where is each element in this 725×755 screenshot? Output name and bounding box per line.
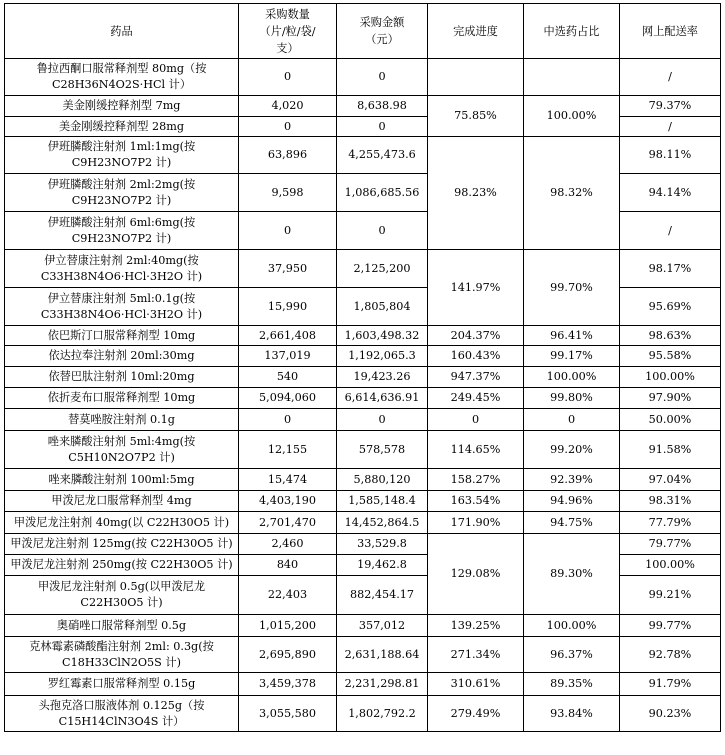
- table-row: [5, 696, 721, 732]
- header-progress: 完成进度: [428, 4, 524, 59]
- amount-cell: 19,462.8: [337, 555, 428, 576]
- delivery-cell: 91.79%: [620, 673, 721, 696]
- progress-cell: 139.25%: [428, 615, 524, 637]
- share-cell: [524, 59, 620, 96]
- drug-name-cell: 伊立替康注射剂 5ml:0.1g(按 C33H38N4O6·HCl·3H2O 计): [5, 288, 239, 326]
- table-row: [5, 59, 721, 96]
- quantity-cell: 0: [239, 409, 337, 431]
- drug-name-cell: 伊立替康注射剂 2ml:40mg(按 C33H38N4O6·HCl·3H2O 计): [5, 250, 239, 288]
- drug-name-cell: 甲泼尼龙注射剂 250mg(按 C22H30O5 计): [5, 555, 239, 576]
- quantity-cell: 3,459,378: [239, 673, 337, 696]
- share-cell: 89.35%: [524, 673, 620, 696]
- quantity-cell: 2,460: [239, 534, 337, 555]
- amount-cell: 8,638.98: [337, 96, 428, 117]
- drug-name-cell: 依巴斯汀口服常释剂型 10mg: [5, 326, 239, 346]
- amount-cell: 6,614,636.91: [337, 388, 428, 409]
- drug-name-cell: 罗红霉素口服常释剂型 0.15g: [5, 673, 239, 696]
- share-cell: 94.75%: [524, 512, 620, 534]
- share-cell: 96.41%: [524, 326, 620, 346]
- header-drug: 药品: [5, 4, 239, 59]
- amount-cell: 1,192,065.3: [337, 346, 428, 367]
- progress-cell: 271.34%: [428, 637, 524, 673]
- delivery-cell: /: [620, 212, 721, 250]
- delivery-cell: 79.37%: [620, 96, 721, 117]
- drug-name-cell: 甲泼尼龙注射剂 40mg(以 C22H30O5 计): [5, 512, 239, 534]
- table-row: [5, 137, 721, 174]
- drug-name-cell: 唑来膦酸注射剂 5ml:4mg(按 C5H10N2O7P2 计): [5, 431, 239, 469]
- progress-cell: 160.43%: [428, 346, 524, 367]
- delivery-cell: 97.04%: [620, 469, 721, 491]
- table-row: [5, 409, 721, 431]
- header-amount-line1: 采购金额: [359, 16, 405, 29]
- progress-cell: 310.61%: [428, 673, 524, 696]
- quantity-cell: 2,701,470: [239, 512, 337, 534]
- amount-cell: 1,802,792.2: [337, 696, 428, 732]
- share-cell: 100.00%: [524, 615, 620, 637]
- share-group-cell: 100.00%: [524, 96, 620, 137]
- progress-group-cell: 129.08%: [428, 534, 524, 615]
- delivery-cell: 100.00%: [620, 555, 721, 576]
- header-row: [5, 4, 721, 59]
- header-share: 中选药占比: [524, 4, 620, 59]
- delivery-cell: 98.63%: [620, 326, 721, 346]
- drug-name-cell: 依达拉奉注射剂 20ml:30mg: [5, 346, 239, 367]
- delivery-cell: 94.14%: [620, 174, 721, 212]
- delivery-cell: 98.17%: [620, 250, 721, 288]
- quantity-cell: 540: [239, 367, 337, 388]
- amount-cell: 1,585,148.4: [337, 491, 428, 512]
- amount-cell: 1,805,804: [337, 288, 428, 326]
- share-cell: 93.84%: [524, 696, 620, 732]
- table-row: [5, 673, 721, 696]
- delivery-cell: 98.11%: [620, 137, 721, 174]
- quantity-cell: 63,896: [239, 137, 337, 174]
- drug-name-cell: 克林霉素磷酸酯注射剂 2ml: 0.3g(按 C18H33ClN2O5S 计): [5, 637, 239, 673]
- quantity-cell: 15,990: [239, 288, 337, 326]
- table-row: [5, 346, 721, 367]
- table-row: [5, 512, 721, 534]
- drug-name-cell: 甲泼尼龙注射剂 125mg(按 C22H30O5 计): [5, 534, 239, 555]
- quantity-cell: 0: [239, 117, 337, 137]
- drug-name-cell: 美金刚缓控释剂型 28mg: [5, 117, 239, 137]
- delivery-cell: 92.78%: [620, 637, 721, 673]
- header-quantity: [239, 4, 337, 59]
- quantity-cell: 2,695,890: [239, 637, 337, 673]
- drug-name-cell: 鲁拉西酮口服常释剂型 80mg（按 C28H36N4O2S·HCl 计）: [5, 59, 239, 96]
- share-cell: 99.17%: [524, 346, 620, 367]
- amount-cell: 4,255,473.6: [337, 137, 428, 174]
- quantity-cell: 1,015,200: [239, 615, 337, 637]
- drug-name-cell: 伊班膦酸注射剂 6ml:6mg(按 C9H23NO7P2 计): [5, 212, 239, 250]
- quantity-cell: 137,019: [239, 346, 337, 367]
- header-quantity-line2: （片/粒/袋/: [259, 24, 316, 38]
- amount-cell: 0: [337, 117, 428, 137]
- header-amount: [337, 4, 428, 59]
- table-row: [5, 367, 721, 388]
- share-cell: 99.20%: [524, 431, 620, 469]
- quantity-cell: 5,094,060: [239, 388, 337, 409]
- delivery-cell: 90.23%: [620, 696, 721, 732]
- amount-cell: 882,454.17: [337, 576, 428, 615]
- share-cell: 92.39%: [524, 469, 620, 491]
- quantity-cell: 4,020: [239, 96, 337, 117]
- table-row: [5, 469, 721, 491]
- amount-cell: 0: [337, 59, 428, 96]
- delivery-cell: 100.00%: [620, 367, 721, 388]
- share-cell: 100.00%: [524, 367, 620, 388]
- progress-cell: 163.54%: [428, 491, 524, 512]
- delivery-cell: 77.79%: [620, 512, 721, 534]
- amount-cell: 578,578: [337, 431, 428, 469]
- amount-cell: 1,086,685.56: [337, 174, 428, 212]
- quantity-cell: 3,055,580: [239, 696, 337, 732]
- header-quantity-line1: 采购数量: [265, 7, 310, 21]
- progress-cell: 158.27%: [428, 469, 524, 491]
- delivery-cell: 99.77%: [620, 615, 721, 637]
- delivery-cell: 91.58%: [620, 431, 721, 469]
- amount-cell: 2,231,298.81: [337, 673, 428, 696]
- drug-name-cell: 替莫唑胺注射剂 0.1g: [5, 409, 239, 431]
- progress-cell: 204.37%: [428, 326, 524, 346]
- delivery-cell: 97.90%: [620, 388, 721, 409]
- header-quantity-line3: 支）: [276, 41, 299, 55]
- procurement-table: [4, 3, 721, 732]
- delivery-cell: 50.00%: [620, 409, 721, 431]
- drug-name-cell: 依替巴肽注射剂 10ml:20mg: [5, 367, 239, 388]
- drug-name-cell: 伊班膦酸注射剂 1ml:1mg(按 C9H23NO7P2 计): [5, 137, 239, 174]
- quantity-cell: 12,155: [239, 431, 337, 469]
- share-cell: 0: [524, 409, 620, 431]
- progress-cell: 171.90%: [428, 512, 524, 534]
- share-group-cell: 89.30%: [524, 534, 620, 615]
- delivery-cell: 79.77%: [620, 534, 721, 555]
- progress-cell: [428, 59, 524, 96]
- quantity-cell: 2,661,408: [239, 326, 337, 346]
- table-row: [5, 250, 721, 288]
- table-row: [5, 534, 721, 555]
- progress-group-cell: 75.85%: [428, 96, 524, 137]
- amount-cell: 2,631,188.64: [337, 637, 428, 673]
- progress-group-cell: 98.23%: [428, 137, 524, 250]
- quantity-cell: 22,403: [239, 576, 337, 615]
- amount-cell: 33,529.8: [337, 534, 428, 555]
- quantity-cell: 840: [239, 555, 337, 576]
- amount-cell: 14,452,864.5: [337, 512, 428, 534]
- amount-cell: 19,423.26: [337, 367, 428, 388]
- progress-cell: 947.37%: [428, 367, 524, 388]
- delivery-cell: 98.31%: [620, 491, 721, 512]
- quantity-cell: 4,403,190: [239, 491, 337, 512]
- table-row: [5, 388, 721, 409]
- table-row: [5, 637, 721, 673]
- quantity-cell: 9,598: [239, 174, 337, 212]
- drug-name-cell: 唑来膦酸注射剂 100ml:5mg: [5, 469, 239, 491]
- amount-cell: 1,603,498.32: [337, 326, 428, 346]
- progress-cell: 249.45%: [428, 388, 524, 409]
- header-amount-line2: （元）: [365, 33, 399, 46]
- drug-name-cell: 美金刚缓控释剂型 7mg: [5, 96, 239, 117]
- progress-cell: 279.49%: [428, 696, 524, 732]
- amount-cell: 0: [337, 409, 428, 431]
- share-cell: 99.80%: [524, 388, 620, 409]
- drug-name-cell: 伊班膦酸注射剂 2ml:2mg(按 C9H23NO7P2 计): [5, 174, 239, 212]
- delivery-cell: /: [620, 59, 721, 96]
- table-row: [5, 96, 721, 117]
- amount-cell: 357,012: [337, 615, 428, 637]
- drug-name-cell: 甲泼尼龙注射剂 0.5g(以甲泼尼龙 C22H30O5 计): [5, 576, 239, 615]
- quantity-cell: 15,474: [239, 469, 337, 491]
- amount-cell: 5,880,120: [337, 469, 428, 491]
- progress-cell: 0: [428, 409, 524, 431]
- drug-name-cell: 依折麦布口服常释剂型 10mg: [5, 388, 239, 409]
- share-group-cell: 98.32%: [524, 137, 620, 250]
- delivery-cell: /: [620, 117, 721, 137]
- amount-cell: 2,125,200: [337, 250, 428, 288]
- share-group-cell: 99.70%: [524, 250, 620, 326]
- drug-name-cell: 头孢克洛口服液体剂 0.125g（按 C15H14ClN3O4S 计）: [5, 696, 239, 732]
- quantity-cell: 0: [239, 212, 337, 250]
- delivery-cell: 95.69%: [620, 288, 721, 326]
- share-cell: 94.96%: [524, 491, 620, 512]
- table-row: [5, 431, 721, 469]
- table-row: [5, 491, 721, 512]
- share-cell: 96.37%: [524, 637, 620, 673]
- delivery-cell: 95.58%: [620, 346, 721, 367]
- amount-cell: 0: [337, 212, 428, 250]
- delivery-cell: 99.21%: [620, 576, 721, 615]
- table-row: [5, 615, 721, 637]
- quantity-cell: 0: [239, 59, 337, 96]
- header-delivery: 网上配送率: [620, 4, 721, 59]
- quantity-cell: 37,950: [239, 250, 337, 288]
- drug-name-cell: 奥硝唑口服常释剂型 0.5g: [5, 615, 239, 637]
- progress-cell: 114.65%: [428, 431, 524, 469]
- progress-group-cell: 141.97%: [428, 250, 524, 326]
- table-row: [5, 326, 721, 346]
- drug-name-cell: 甲泼尼龙口服常释剂型 4mg: [5, 491, 239, 512]
